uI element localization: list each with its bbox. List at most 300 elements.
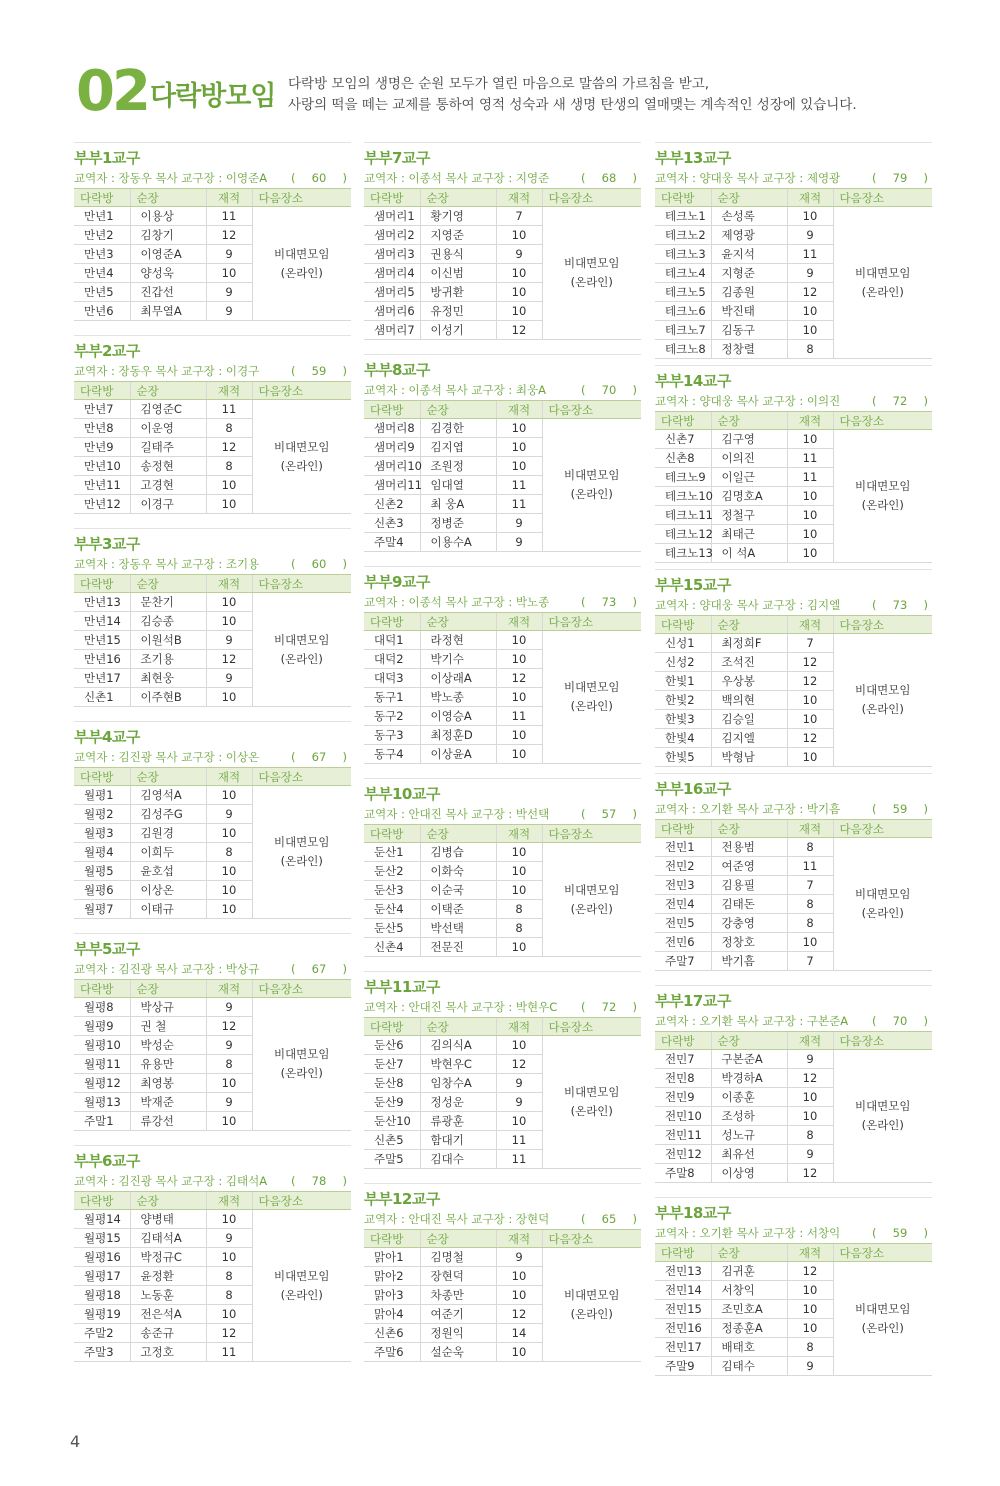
room-name: 테크노13 xyxy=(655,544,711,563)
col-header-count: 재적 xyxy=(206,575,252,593)
col-header-count: 재적 xyxy=(206,382,252,400)
room-name: 월평11 xyxy=(74,1055,130,1074)
leader-name: 전은석A xyxy=(130,1305,206,1324)
leader-name: 최무열A xyxy=(130,302,206,321)
leader-name: 김명호A xyxy=(711,487,787,506)
table-row xyxy=(74,593,351,612)
member-count: 11 xyxy=(206,400,252,419)
table-row xyxy=(364,1036,641,1055)
member-count: 10 xyxy=(787,525,833,544)
col-header-place: 다음장소 xyxy=(252,980,351,998)
room-name: 신촌6 xyxy=(364,1324,420,1343)
group-total: ( 59 ) xyxy=(872,799,928,819)
member-count: 11 xyxy=(787,449,833,468)
col-header-room: 다락방 xyxy=(655,1244,711,1262)
leader-name: 강충영 xyxy=(711,914,787,933)
group-card xyxy=(74,528,351,707)
room-name: 만년7 xyxy=(74,400,130,419)
member-count: 8 xyxy=(787,914,833,933)
member-count: 12 xyxy=(787,1069,833,1088)
leader-name: 이 석A xyxy=(711,544,787,563)
place-line-2: (온라인) xyxy=(861,906,904,920)
room-name: 둔산8 xyxy=(364,1074,420,1093)
room-name: 전민4 xyxy=(655,895,711,914)
section-title: 다락방모임 xyxy=(150,81,276,112)
table-row xyxy=(74,207,351,226)
member-count: 12 xyxy=(787,1164,833,1183)
leader-name: 지형준 xyxy=(711,264,787,283)
member-count: 9 xyxy=(206,669,252,688)
member-count: 12 xyxy=(787,653,833,672)
member-count: 10 xyxy=(206,264,252,283)
leader-name: 김영준C xyxy=(130,400,206,419)
col-header-leader: 순장 xyxy=(130,189,206,207)
group-card xyxy=(364,354,641,552)
group-staff: 교역자 : 김진광 목사 교구장 : 이상온 xyxy=(74,750,260,764)
leader-name: 김구영 xyxy=(711,430,787,449)
room-name: 만년3 xyxy=(74,245,130,264)
table-header xyxy=(655,1244,932,1262)
room-name: 신촌2 xyxy=(364,495,420,514)
group-title: 부부14교구 xyxy=(655,372,731,390)
member-count: 8 xyxy=(787,340,833,359)
room-name: 월평14 xyxy=(74,1210,130,1229)
room-name: 테크노7 xyxy=(655,321,711,340)
member-count: 10 xyxy=(206,1305,252,1324)
col-header-count: 재적 xyxy=(496,1230,542,1248)
group-card xyxy=(655,569,932,767)
group-card xyxy=(655,142,932,359)
group-title: 부부12교구 xyxy=(364,1190,440,1208)
member-count: 10 xyxy=(787,302,833,321)
col-header-room: 다락방 xyxy=(74,189,130,207)
page-number: 4 xyxy=(70,1432,81,1451)
group-card xyxy=(655,773,932,971)
leader-name: 조석진 xyxy=(711,653,787,672)
group-staff: 교역자 : 오기환 목사 교구장 : 구본준A xyxy=(655,1014,849,1028)
group-table xyxy=(74,574,351,707)
room-name: 월평12 xyxy=(74,1074,130,1093)
table-header xyxy=(74,980,351,998)
member-count: 10 xyxy=(496,726,542,745)
room-name: 전민3 xyxy=(655,876,711,895)
table-header xyxy=(74,768,351,786)
table-row xyxy=(655,838,932,857)
leader-name: 박상규 xyxy=(130,998,206,1017)
member-count: 12 xyxy=(206,650,252,669)
table-row xyxy=(655,207,932,226)
leader-name: 김병습 xyxy=(420,843,496,862)
room-name: 주말2 xyxy=(74,1324,130,1343)
table-header xyxy=(364,401,641,419)
group-table xyxy=(74,381,351,514)
room-name: 테크노11 xyxy=(655,506,711,525)
group-staff: 교역자 : 장동우 목사 교구장 : 이경구 xyxy=(74,364,260,378)
room-name: 전민12 xyxy=(655,1145,711,1164)
room-name: 만년1 xyxy=(74,207,130,226)
group-total: ( 67 ) xyxy=(291,747,347,767)
member-count: 11 xyxy=(496,1131,542,1150)
section-header xyxy=(76,60,956,124)
place-line-2: (온라인) xyxy=(861,498,904,512)
member-count: 10 xyxy=(206,688,252,707)
leader-name: 정철구 xyxy=(711,506,787,525)
col-header-room: 다락방 xyxy=(364,189,420,207)
col-header-leader: 순장 xyxy=(130,1192,206,1210)
room-name: 신촌7 xyxy=(655,430,711,449)
leader-name: 김경한 xyxy=(420,419,496,438)
place-line-1: 비대면모임 xyxy=(563,468,620,482)
leader-name: 최정희F xyxy=(711,634,787,653)
member-count: 8 xyxy=(206,419,252,438)
room-name: 월평1 xyxy=(74,786,130,805)
member-count: 9 xyxy=(206,1093,252,1112)
place-line-2: (온라인) xyxy=(861,702,904,716)
place-line-1: 비대면모임 xyxy=(563,256,620,270)
member-count: 10 xyxy=(496,631,542,650)
col-header-leader: 순장 xyxy=(420,189,496,207)
group-title: 부부10교구 xyxy=(364,785,440,803)
table-header xyxy=(74,575,351,593)
room-name: 샘머리1 xyxy=(364,207,420,226)
room-name: 한빛4 xyxy=(655,729,711,748)
room-name: 맑아3 xyxy=(364,1286,420,1305)
member-count: 10 xyxy=(496,745,542,764)
member-count: 10 xyxy=(496,1112,542,1131)
room-name: 전민10 xyxy=(655,1107,711,1126)
member-count: 8 xyxy=(206,843,252,862)
col-header-place: 다음장소 xyxy=(252,575,351,593)
meeting-place xyxy=(252,593,351,707)
room-name: 주말8 xyxy=(655,1164,711,1183)
room-name: 월평13 xyxy=(74,1093,130,1112)
group-title: 부부2교구 xyxy=(74,342,140,360)
leader-name: 양병태 xyxy=(130,1210,206,1229)
room-name: 둔산10 xyxy=(364,1112,420,1131)
leader-name: 임창수A xyxy=(420,1074,496,1093)
leader-name: 백의현 xyxy=(711,691,787,710)
member-count: 10 xyxy=(787,430,833,449)
col-header-count: 재적 xyxy=(206,980,252,998)
col-header-place: 다음장소 xyxy=(252,768,351,786)
leader-name: 김종원 xyxy=(711,283,787,302)
group-table xyxy=(364,1017,641,1169)
leader-name: 문찬기 xyxy=(130,593,206,612)
member-count: 8 xyxy=(206,457,252,476)
group-info xyxy=(74,554,351,574)
place-line-1: 비대면모임 xyxy=(563,1287,620,1302)
leader-name: 권 철 xyxy=(130,1017,206,1036)
col-header-count: 재적 xyxy=(787,412,833,430)
meeting-place xyxy=(833,207,932,359)
room-name: 테크노1 xyxy=(655,207,711,226)
leader-name: 전문진 xyxy=(420,938,496,957)
group-info xyxy=(364,1209,641,1229)
room-name: 월평2 xyxy=(74,805,130,824)
group-info xyxy=(655,799,932,819)
group-title: 부부13교구 xyxy=(655,149,731,167)
leader-name: 윤호섭 xyxy=(130,862,206,881)
leader-name: 김귀훈 xyxy=(711,1262,787,1281)
group-staff: 교역자 : 김진광 목사 교구장 : 김태석A xyxy=(74,1174,268,1188)
room-name: 샘머리10 xyxy=(364,457,420,476)
member-count: 10 xyxy=(206,495,252,514)
group-title: 부부6교구 xyxy=(74,1152,140,1170)
room-name: 만년9 xyxy=(74,438,130,457)
group-table xyxy=(74,1191,351,1362)
meeting-place xyxy=(252,400,351,514)
col-header-leader: 순장 xyxy=(711,616,787,634)
group-table xyxy=(655,188,932,359)
group-title: 부부9교구 xyxy=(364,573,430,591)
room-name: 만년8 xyxy=(74,419,130,438)
member-count: 7 xyxy=(496,207,542,226)
leader-name: 정창렬 xyxy=(711,340,787,359)
room-name: 둔산6 xyxy=(364,1036,420,1055)
leader-name: 최 웅A xyxy=(420,495,496,514)
col-header-leader: 순장 xyxy=(711,1032,787,1050)
member-count: 12 xyxy=(206,1017,252,1036)
member-count: 12 xyxy=(206,438,252,457)
room-name: 월평7 xyxy=(74,900,130,919)
col-header-place: 다음장소 xyxy=(833,1032,932,1050)
member-count: 10 xyxy=(787,1281,833,1300)
room-name: 한빛1 xyxy=(655,672,711,691)
room-name: 신성2 xyxy=(655,653,711,672)
table-row xyxy=(655,1262,932,1281)
member-count: 10 xyxy=(496,650,542,669)
member-count: 10 xyxy=(787,691,833,710)
member-count: 10 xyxy=(496,1286,542,1305)
place-line-1: 비대면모임 xyxy=(854,683,911,697)
col-header-room: 다락방 xyxy=(74,382,130,400)
member-count: 10 xyxy=(206,476,252,495)
leader-name: 이경구 xyxy=(130,495,206,514)
group-info xyxy=(364,380,641,400)
group-staff: 교역자 : 오기환 목사 교구장 : 서창익 xyxy=(655,1226,841,1240)
room-name: 전민9 xyxy=(655,1088,711,1107)
col-header-count: 재적 xyxy=(787,616,833,634)
place-line-2: (온라인) xyxy=(280,651,323,666)
leader-name: 최영봉 xyxy=(130,1074,206,1093)
leader-name: 이상온 xyxy=(130,881,206,900)
leader-name: 박재준 xyxy=(130,1093,206,1112)
group-total-value: 67 xyxy=(311,750,327,764)
meeting-place xyxy=(542,419,641,552)
room-name: 전민13 xyxy=(655,1262,711,1281)
member-count: 12 xyxy=(206,1324,252,1343)
member-count: 9 xyxy=(787,1050,833,1069)
room-name: 맑아4 xyxy=(364,1305,420,1324)
member-count: 10 xyxy=(496,862,542,881)
column-right xyxy=(655,142,932,1376)
room-name: 신촌4 xyxy=(364,938,420,957)
group-staff: 교역자 : 이종석 목사 교구장 : 박노종 xyxy=(364,595,550,609)
leader-name: 윤지석 xyxy=(711,245,787,264)
member-count: 9 xyxy=(787,226,833,245)
place-line-2: (온라인) xyxy=(570,699,613,713)
place-line-2: (온라인) xyxy=(570,487,613,501)
group-info xyxy=(364,592,641,612)
col-header-room: 다락방 xyxy=(364,1230,420,1248)
room-name: 테크노5 xyxy=(655,283,711,302)
group-staff: 교역자 : 안대진 목사 교구장 : 박선택 xyxy=(364,807,550,821)
member-count: 10 xyxy=(496,457,542,476)
col-header-count: 재적 xyxy=(206,189,252,207)
group-table xyxy=(364,612,641,764)
col-header-place: 다음장소 xyxy=(833,616,932,634)
group-total: ( 60 ) xyxy=(291,168,347,188)
leader-name: 이일근 xyxy=(711,468,787,487)
leader-name: 지영준 xyxy=(420,226,496,245)
room-name: 테크노12 xyxy=(655,525,711,544)
member-count: 10 xyxy=(787,487,833,506)
group-card xyxy=(364,1183,641,1362)
group-total: ( 67 ) xyxy=(291,959,347,979)
member-count: 11 xyxy=(496,476,542,495)
leader-name: 이화숙 xyxy=(420,862,496,881)
meeting-place xyxy=(833,1262,932,1376)
room-name: 전민15 xyxy=(655,1300,711,1319)
room-name: 신촌5 xyxy=(364,1131,420,1150)
room-name: 둔산7 xyxy=(364,1055,420,1074)
leader-name: 정종훈A xyxy=(711,1319,787,1338)
group-info xyxy=(74,747,351,767)
leader-name: 류강선 xyxy=(130,1112,206,1131)
room-name: 주말5 xyxy=(364,1150,420,1169)
table-row xyxy=(74,998,351,1017)
room-name: 주말4 xyxy=(364,533,420,552)
place-line-1: 비대면모임 xyxy=(273,1047,330,1061)
member-count: 10 xyxy=(206,1074,252,1093)
col-header-room: 다락방 xyxy=(655,189,711,207)
place-line-1: 비대면모임 xyxy=(854,887,911,901)
group-total-value: 60 xyxy=(311,171,327,185)
group-total: ( 79 ) xyxy=(872,168,928,188)
col-header-room: 다락방 xyxy=(364,1018,420,1036)
col-header-room: 다락방 xyxy=(364,401,420,419)
group-total-value: 73 xyxy=(601,595,617,609)
place-line-1: 비대면모임 xyxy=(854,1099,911,1113)
leader-name: 고정호 xyxy=(130,1343,206,1362)
member-count: 10 xyxy=(496,1267,542,1286)
col-header-leader: 순장 xyxy=(420,1018,496,1036)
room-name: 전민7 xyxy=(655,1050,711,1069)
room-name: 전민14 xyxy=(655,1281,711,1300)
member-count: 8 xyxy=(787,895,833,914)
table-header xyxy=(74,1192,351,1210)
table-row xyxy=(655,634,932,653)
room-name: 대덕3 xyxy=(364,669,420,688)
col-header-count: 재적 xyxy=(496,401,542,419)
member-count: 10 xyxy=(787,1107,833,1126)
col-header-count: 재적 xyxy=(496,189,542,207)
place-line-1: 비대면모임 xyxy=(854,479,911,493)
leader-name: 이주현B xyxy=(130,688,206,707)
col-header-leader: 순장 xyxy=(420,613,496,631)
place-line-1: 비대면모임 xyxy=(273,632,330,647)
col-header-place: 다음장소 xyxy=(833,412,932,430)
member-count: 12 xyxy=(787,1262,833,1281)
member-count: 10 xyxy=(787,544,833,563)
group-total-value: 67 xyxy=(311,962,327,976)
group-total-value: 78 xyxy=(311,1174,327,1188)
col-header-place: 다음장소 xyxy=(542,825,641,843)
member-count: 9 xyxy=(787,1145,833,1164)
group-staff: 교역자 : 이종석 목사 교구장 : 최웅A xyxy=(364,383,546,397)
leader-name: 박진태 xyxy=(711,302,787,321)
room-name: 샘머리5 xyxy=(364,283,420,302)
room-name: 샘머리11 xyxy=(364,476,420,495)
leader-name: 여준영 xyxy=(711,857,787,876)
room-name: 대덕2 xyxy=(364,650,420,669)
meeting-place xyxy=(252,998,351,1131)
member-count: 10 xyxy=(787,1088,833,1107)
place-line-2: (온라인) xyxy=(570,1306,613,1321)
member-count: 10 xyxy=(496,264,542,283)
leader-name: 정성운 xyxy=(420,1093,496,1112)
col-header-room: 다락방 xyxy=(655,1032,711,1050)
section-number: 02 xyxy=(76,59,148,124)
leader-name: 박경하A xyxy=(711,1069,787,1088)
room-name: 주말6 xyxy=(364,1343,420,1362)
place-line-2: (온라인) xyxy=(570,1104,613,1118)
room-name: 전민5 xyxy=(655,914,711,933)
group-table xyxy=(364,400,641,552)
room-name: 월평9 xyxy=(74,1017,130,1036)
leader-name: 박노종 xyxy=(420,688,496,707)
place-line-1: 비대면모임 xyxy=(563,1085,620,1099)
place-line-2: (온라인) xyxy=(280,854,323,868)
room-name: 신촌1 xyxy=(74,688,130,707)
member-count: 10 xyxy=(496,1343,542,1362)
group-title: 부부18교구 xyxy=(655,1204,731,1222)
group-total-value: 68 xyxy=(601,171,617,185)
leader-name: 전용범 xyxy=(711,838,787,857)
col-header-place: 다음장소 xyxy=(252,189,351,207)
member-count: 11 xyxy=(787,245,833,264)
room-name: 전민1 xyxy=(655,838,711,857)
member-count: 10 xyxy=(787,506,833,525)
group-info xyxy=(655,391,932,411)
group-info xyxy=(655,1223,932,1243)
room-name: 대덕1 xyxy=(364,631,420,650)
group-info xyxy=(74,1171,351,1191)
member-count: 9 xyxy=(206,245,252,264)
group-staff: 교역자 : 이종석 목사 교구장 : 지영준 xyxy=(364,171,550,185)
member-count: 9 xyxy=(787,1357,833,1376)
group-card xyxy=(364,971,641,1169)
group-staff: 교역자 : 안대진 목사 교구장 : 박현우C xyxy=(364,1000,558,1014)
leader-name: 김태돈 xyxy=(711,895,787,914)
table-row xyxy=(655,1050,932,1069)
member-count: 12 xyxy=(206,226,252,245)
member-count: 9 xyxy=(787,264,833,283)
room-name: 만년6 xyxy=(74,302,130,321)
room-name: 만년16 xyxy=(74,650,130,669)
col-header-leader: 순장 xyxy=(711,189,787,207)
room-name: 샘머리8 xyxy=(364,419,420,438)
group-staff: 교역자 : 양대웅 목사 교구장 : 이의진 xyxy=(655,394,841,408)
leader-name: 최현웅 xyxy=(130,669,206,688)
member-count: 12 xyxy=(787,672,833,691)
leader-name: 조성하 xyxy=(711,1107,787,1126)
col-header-room: 다락방 xyxy=(364,613,420,631)
room-name: 동구4 xyxy=(364,745,420,764)
col-header-room: 다락방 xyxy=(74,575,130,593)
member-count: 9 xyxy=(206,631,252,650)
member-count: 8 xyxy=(787,838,833,857)
